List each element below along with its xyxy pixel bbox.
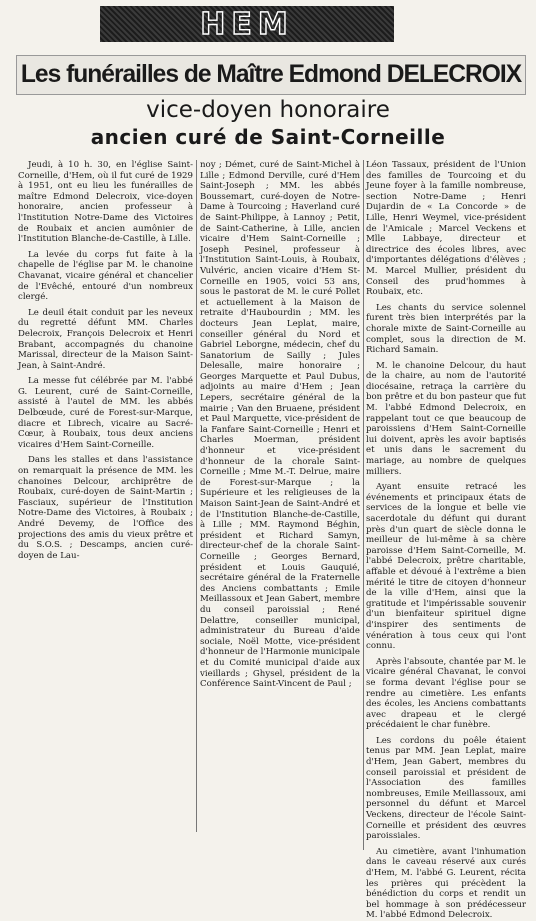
text-column-2 bbox=[200, 160, 360, 832]
text-column-1 bbox=[18, 160, 193, 568]
text-column-3 bbox=[366, 160, 526, 921]
paragraph: La messe fut célébrée par M. l'abbé G. Leurent, curé de Saint-Corneille, assisté à l'autel de MM. les abbés Delbœude, curé de Forest-sur-Marque, diacre et Librech, vicaire au Sacré-Cœur, à Roubaix, tous deux anciens vicaires d'Hem Saint-Corneille. bbox=[18, 376, 193, 450]
article-subtitle: vice-doyen honoraire bbox=[146, 97, 390, 123]
header-banner bbox=[100, 6, 394, 42]
paragraph: Les cordons du poêle étaient tenus par MM. Jean Leplat, maire d'Hem, Jean Gabert, membres du conseil paroissial et président de l'Association des familles nombreuses, Emile Meillassoux, ami personnel du défunt et Marcel Veckens, directeur de l'école Saint-Corneille et président des œuvres paroissiales. bbox=[366, 735, 526, 842]
paragraph: Les chants du service solennel furent très bien interprétés par la chorale mixte de Saint-Corneille au complet, sous la direction de M. Richard Samain. bbox=[366, 302, 526, 356]
article-subtitle-2: ancien curé de Saint-Corneille bbox=[90, 125, 446, 149]
paragraph: Jeudi, à 10 h. 30, en l'église Saint-Corneille, d'Hem, où il fut curé de 1929 à 1951, ont eu lieu les funérailles de maître Edmond Delecroix, vice-doyen honoraire, ancien professeur à l'Institution Notre-Dame des Victoires de Roubaix et ancien aumônier de l'Institution Blanche-de-Castille, à Lille. bbox=[18, 160, 193, 245]
paragraph: Léon Tassaux, président de l'Union des familles de Tourcoing et du Jeune foyer à la famille nombreuse, section Notre-Dame ; Henri Dujardin de « La Concorde » de Lille, Henri Weymel, vice-président de l'Amicale ; Marcel Veckens et Mlle Labbaye, directeur et directrice des écoles libres, avec d'importantes délégations d'élèves ; M. Marcel Mullier, président du Conseil des prud'hommes à Roubaix, etc. bbox=[366, 160, 526, 298]
paragraph: Après l'absoute, chantée par M. le vicaire général Chavanat, le convoi se forma devant l'église pour se rendre au cimetière. Les enfants des écoles, les Anciens combattants avec drapeau et le clergé précédaient le char funèbre. bbox=[366, 656, 526, 731]
paragraph: M. le chanoine Delcour, du haut de la chaire, au nom de l'autorité diocésaine, retraça la carrière du bon prêtre et du bon pasteur que fut M. l'abbé Edmond Delecroix, en rappelant tout ce que beaucoup de paroissiens d'Hem Saint-Corneille lui doivent, après les avoir baptisés et unis dans le sacrement du mariage, au nombre de quelques milliers. bbox=[366, 360, 526, 477]
paragraph: noy ; Démet, curé de Saint-Michel à Lille ; Edmond Derville, curé d'Hem Saint-Joseph ; MM. les abbés Boussemart, curé-doyen de Notre-Dame à Tourcoing ; Haverland curé de Saint-Philippe, à Lannoy ; Petit, de Saint-Catherine, à Lille, ancien vicaire d'Hem Saint-Corneille ; Joseph Pesinel, professeur à l'Institution Saint-Louis, à Roubaix, Vulvéric, ancien vicaire d'Hem St-Corneille en 1905, voici 53 ans, sous le pastorat de M. le curé Pollet et actuellement à la Maison de retraite d'Haubourdin ; MM. les docteurs Jean Leplat, maire, conseiller général du Nord et Gabriel Leborgne, médecin, chef du Sanatorium de Sailly ; Jules Delesalle, maire honoraire ; Georges Marquette et Paul Dubus, adjoints au maire d'Hem ; Jean Lepers, secrétaire général de la mairie ; Van den Bruaene, président et Paul Marquette, vice-président de la Fanfare Saint-Corneille ; Henri et Charles Moerman, président d'honneur et vice-président d'honneur de la chorale Saint-Corneille ; Mme M.-T. Delrue, maire de Forest-sur-Marque ; la Supérieure et les religieuses de la Maison Saint-Jean de Saint-André et de l'Institution Blanche-de-Castille, à Lille ; MM. Raymond Béghin, président et Richard Samyn, directeur-chef de la chorale Saint-Corneille ; Georges Bernard, président et Louis Gauquié, secrétaire général de la Fraternelle des Anciens combattants ; Emile Meillassoux et Jean Gabert, membre du conseil paroissial ; René Delattre, conseiller municipal, administrateur du Bureau d'aide sociale, Noël Motte, vice-président d'honneur de l'Harmonie municipale et du Comité municipal d'aide aux vieillards ; Ghysel, président de la Conférence Saint-Vincent de Paul ; bbox=[200, 160, 360, 690]
banner-text: HEM bbox=[200, 6, 294, 42]
paragraph: Le deuil était conduit par les neveux du regretté défunt MM. Charles Delecroix, François Delecroix et Henri Brabant, accompagnés du chanoine Marissal, directeur de la Maison Saint-Jean, à Saint-André. bbox=[18, 307, 193, 371]
paragraph: Au cimetière, avant l'inhumation dans le caveau réservé aux curés d'Hem, M. l'abbé G. Leurent, récita les prières qui précèdent la bénédiction du corps et rendit un bel hommage à son prédécesseur M. l'abbé Edmond Delecroix. bbox=[366, 846, 526, 921]
column-divider bbox=[363, 160, 364, 850]
paragraph: Ayant ensuite retracé les événements et principaux états de services de la longue et belle vie sacerdotale du défunt qui durant près d'un quart de siècle donna le meilleur de lui-même à sa chère paroisse d'Hem Saint-Corneille, M. l'abbé Delecroix, prêtre charitable, affable et dévoué à l'extrême a bien mérité le titre de citoyen d'honneur de la ville d'Hem, ainsi que la gratitude et l'impérissable souvenir d'un bienfaiteur spirituel digne d'inspirer des sentiments de vénération à tous ceux qui l'ont connu. bbox=[366, 482, 526, 652]
paragraph: Dans les stalles et dans l'assistance on remarquait la présence de MM. les chanoines Delcour, archiprêtre de Roubaix, curé-doyen de Saint-Martin ; Fasciaux, supérieur de l'Institution Notre-Dame des Victoires, à Roubaix ; André Devemy, de l'Office des projections des amis du vieux prêtre et du S.O.S. ; Descamps, ancien curé-doyen de Lau- bbox=[18, 455, 193, 561]
column-divider bbox=[196, 160, 197, 832]
article-title: Les funérailles de Maître Edmond DELECROIX bbox=[16, 55, 526, 95]
paragraph: La levée du corps fut faite à la chapelle de l'église par M. le chanoine Chavanat, vicaire général et chancelier de l'Evêché, entouré d'un nombreux clergé. bbox=[18, 249, 193, 303]
